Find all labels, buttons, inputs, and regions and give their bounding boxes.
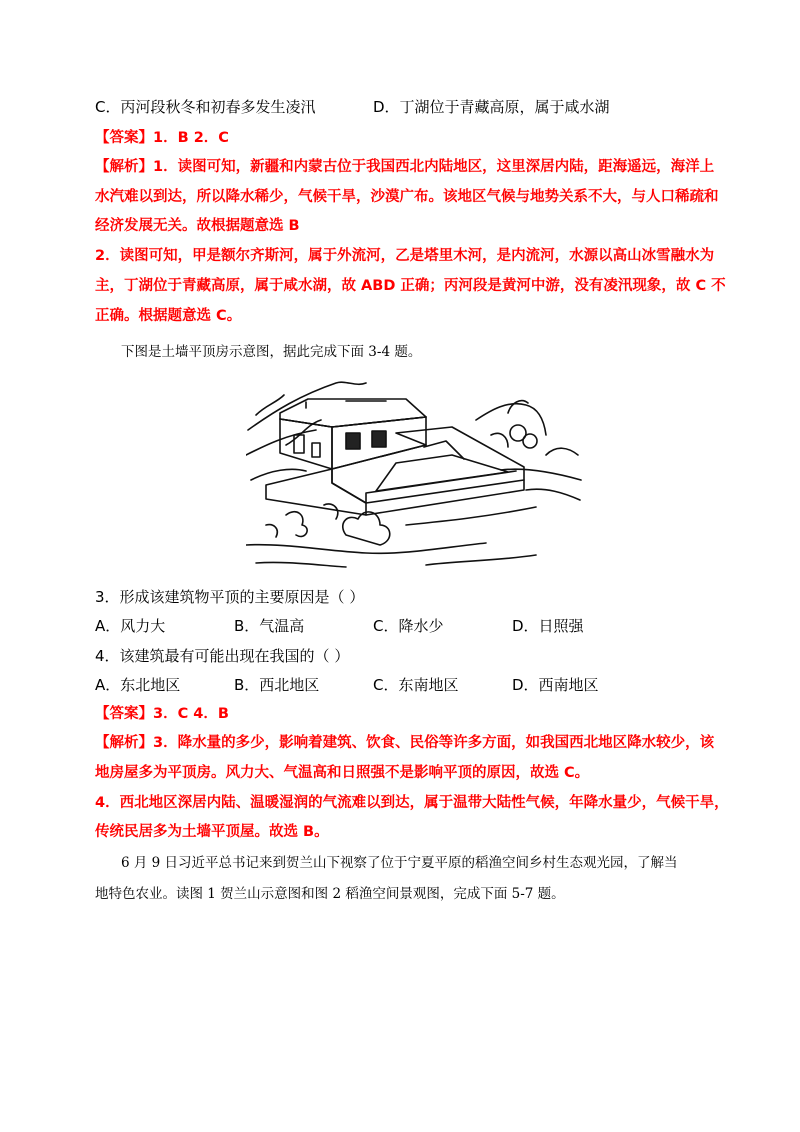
analysis-1-2-line: 经济发展无关。故根据题意选 B (95, 218, 300, 234)
intro-5-7-line: 6 月 9 日习近平总书记来到贺兰山下视察了位于宁夏平原的稻渔空间乡村生态观光园，了解当 (121, 855, 678, 871)
analysis-1-2-line: 水汽难以到达，所以降水稀少，气候干旱，沙漠广布。该地区气候与地势关系不大，与人口稀疏和 (95, 189, 719, 205)
q3-option-d: D．日照强 (512, 617, 584, 635)
q3-option-b: B．气温高 (234, 617, 305, 635)
q4-option-c: C．东南地区 (373, 676, 459, 694)
q2-option-c: C．丙河段秋冬和初春多发生凌汛 (95, 98, 316, 116)
answer-3-4: 【答案】3．C 4．B (95, 706, 229, 722)
intro-3-4: 下图是土墙平顶房示意图，据此完成下面 3-4 题。 (121, 344, 422, 360)
flat-roof-house-illustration (246, 375, 582, 570)
answer-1-2: 【答案】1．B 2．C (95, 130, 229, 146)
intro-5-7-line: 地特色农业。读图 1 贺兰山示意图和图 2 稻渔空间景观图，完成下面 5-7 题。 (95, 886, 565, 902)
analysis-1-2-line: 正确。根据题意选 C。 (95, 308, 242, 324)
analysis-3-4-line: 传统民居多为土墙平顶屋。故选 B。 (95, 824, 329, 840)
q3-option-a: A．风力大 (95, 617, 166, 635)
analysis-3-4-line: 4．西北地区深居内陆、温暖湿润的气流难以到达，属于温带大陆性气候，年降水量少，气候干旱， (95, 795, 729, 811)
analysis-3-4-line: 【解析】3．降水量的多少，影响着建筑、饮食、民俗等许多方面，如我国西北地区降水较少，该 (95, 735, 715, 751)
analysis-1-2-line: 【解析】1．读图可知，新疆和内蒙古位于我国西北内陆地区，这里深居内陆，距海遥远，海洋上 (95, 159, 715, 175)
q4-option-b: B．西北地区 (234, 676, 320, 694)
q4-option-a: A．东北地区 (95, 676, 181, 694)
analysis-1-2-line: 主，丁湖位于青藏高原，属于咸水湖，故 ABD 正确；丙河段是黄河中游，没有凌汛现象，故 C 不 (95, 278, 726, 294)
q4-option-d: D．西南地区 (512, 676, 599, 694)
analysis-1-2-line: 2．读图可知，甲是额尔齐斯河，属于外流河，乙是塔里木河，是内流河，水源以高山冰雪融水为 (95, 248, 715, 264)
analysis-3-4-line: 地房屋多为平顶房。风力大、气温高和日照强不是影响平顶的原因，故选 C。 (95, 765, 590, 781)
q2-option-d: D．丁湖位于青藏高原，属于咸水湖 (373, 98, 610, 116)
q3-option-c: C．降水少 (373, 617, 444, 635)
q4-stem: 4．该建筑最有可能出现在我国的（ ） (95, 647, 350, 665)
q3-stem: 3．形成该建筑物平顶的主要原因是（ ） (95, 588, 365, 606)
